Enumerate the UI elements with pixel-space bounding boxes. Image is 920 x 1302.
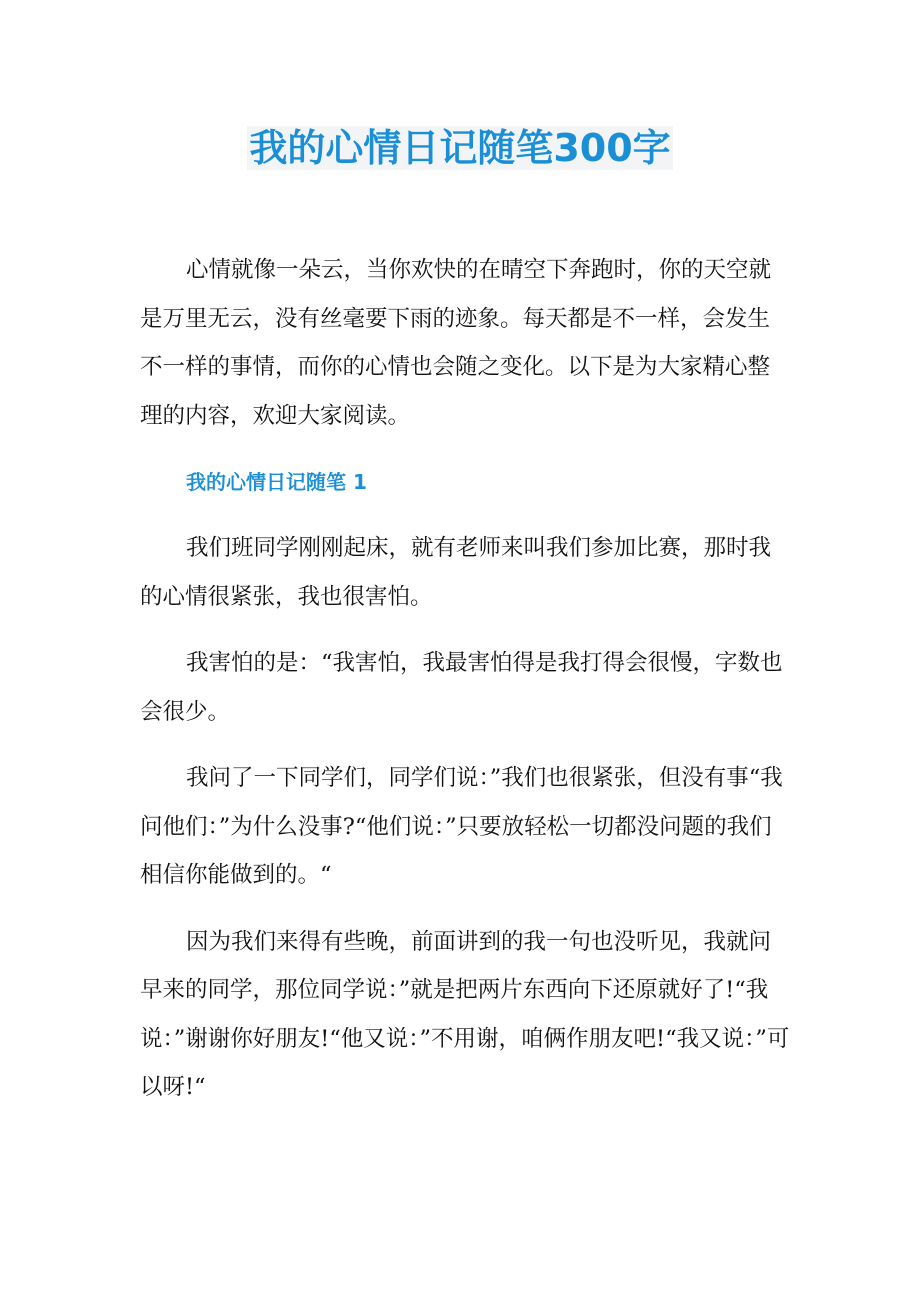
document-title-text: 我的心情日记随笔300字 [249, 126, 671, 170]
intro-paragraph: 心情就像一朵云，当你欢快的在晴空下奔跑时，你的天空就是万里无云，没有丝毫要下雨的迹象。每天都是不一样，会发生不一样的事情，而你的心情也会随之变化。以下是为大家精心整理的内容，欢迎大家阅读。 [140, 257, 772, 429]
document-title [0, 122, 920, 174]
section-heading: 我的心情日记随笔 1 [186, 470, 367, 494]
body-paragraph-3: 我问了一下同学们，同学们说：”我们也很紧张，但没有事“我问他们：”为什么没事?“他们说：”只要放轻松一切都没问题的我们相信你能做到的。“ [140, 765, 783, 888]
body-paragraph-4: 因为我们来得有些晚，前面讲到的我一句也没听见，我就问早来的同学，那位同学说：”就是把两片东西向下还原就好了!“我说：”谢谢你好朋友!“他又说：”不用谢，咱俩作朋友吧!“我又说：”可以呀!“ [140, 928, 790, 1100]
body-paragraph-2: 我害怕的是：“我害怕，我最害怕得是我打得会很慢，字数也会很少。 [140, 650, 783, 725]
document-body [140, 246, 790, 1112]
body-paragraph-1: 我们班同学刚刚起床，就有老师来叫我们参加比赛，那时我的心情很紧张，我也很害怕。 [140, 535, 772, 610]
